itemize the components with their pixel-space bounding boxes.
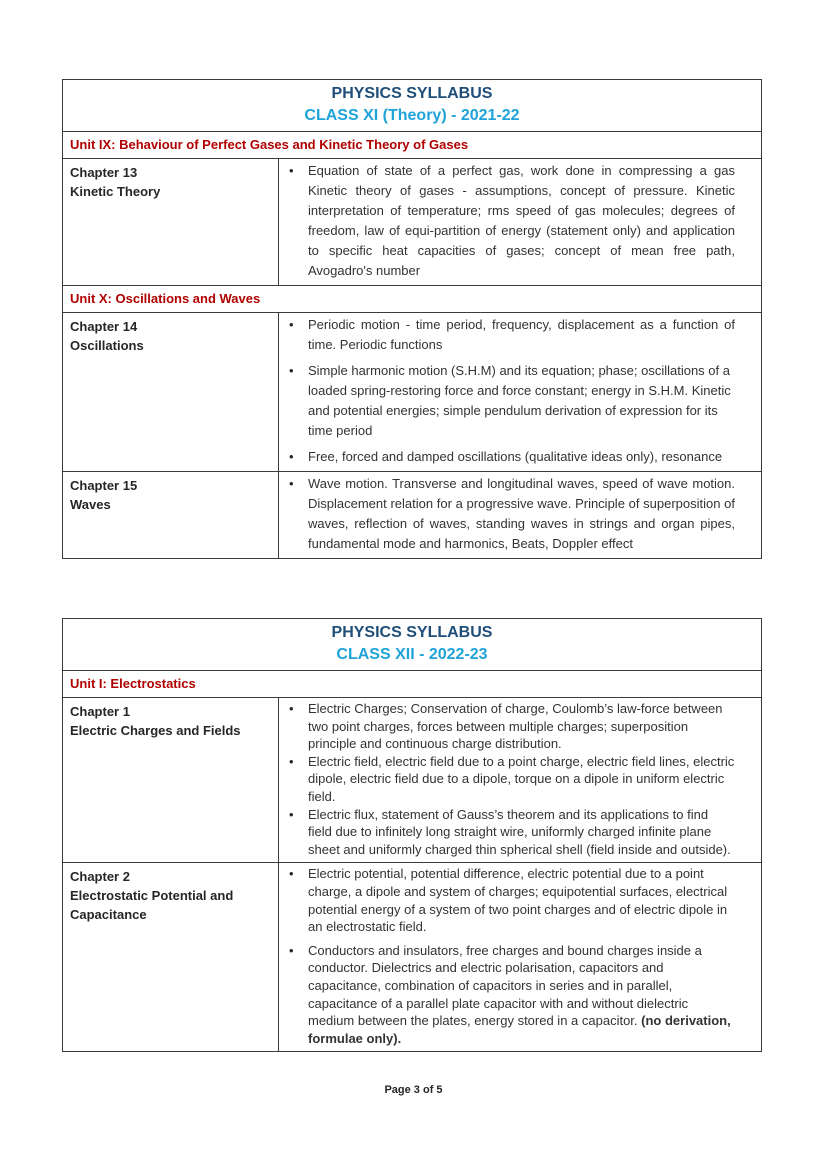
topic-item: • Simple harmonic motion (S.H.M) and its equation; phase; oscillations of a loaded spring-restoring force and force constant; energy in S.H.M. Kinetic and potential energies; simple pendulum derivation of expression for its time period [287, 361, 735, 441]
chapter-row [63, 159, 761, 286]
topic-item: • Equation of state of a perfect gas, work done in compressing a gas Kinetic theory of gases - assumptions, concept of pressure. Kinetic interpretation of temperature; rms speed of gas molecules; degrees of freedom, law of equi-partition of energy (statement only) and application to specific heat capacities of gases; concept of mean free path, Avogadro's number [287, 161, 735, 281]
chapter-row [63, 698, 761, 863]
topic-item: • Wave motion. Transverse and longitudinal waves, speed of wave motion. Displacement relation for a progressive wave. Principle of superposition of waves, reflection of waves, standing waves in strings and organ pipes, fundamental mode and harmonics, Beats, Doppler effect [287, 474, 735, 554]
chapter-name: Waves [70, 497, 111, 512]
table-header [63, 619, 761, 671]
table-title: PHYSICS SYLLABUS [331, 624, 493, 641]
chapter-number: Chapter 15 [70, 478, 138, 493]
chapter-cell [63, 863, 279, 1051]
topic-note: (no derivation, formulae only). [308, 1013, 731, 1046]
table-title: PHYSICS SYLLABUS [331, 85, 493, 102]
table-header [63, 80, 761, 132]
topic-item: • Periodic motion - time period, frequency, displacement as a function of time. Periodic functions [287, 315, 735, 355]
table-subtitle: CLASS XII - 2022-23 [336, 646, 488, 663]
unit-heading: Unit I: Electrostatics [63, 671, 761, 698]
unit-heading: Unit IX: Behaviour of Perfect Gases and Kinetic Theory of Gases [63, 132, 761, 159]
topic-item: • Free, forced and damped oscillations (qualitative ideas only), resonance [287, 447, 735, 467]
topic-item: • Electric field, electric field due to a point charge, electric field lines, electric dipole, electric field due to a dipole, torque on a dipole in uniform electric field. [287, 753, 735, 806]
chapter-cell [63, 313, 279, 471]
chapter-name: Electrostatic Potential and Capacitance [70, 888, 234, 923]
chapter-row [63, 472, 761, 558]
topics-cell [279, 698, 761, 862]
chapter-name: Oscillations [70, 338, 144, 353]
topics-cell [279, 472, 761, 558]
chapter-name: Electric Charges and Fields [70, 723, 241, 738]
syllabus-table-class-xi [62, 79, 762, 559]
chapter-cell [63, 698, 279, 862]
chapter-cell [63, 159, 279, 285]
chapter-number: Chapter 13 [70, 165, 138, 180]
table-subtitle: CLASS XI (Theory) - 2021-22 [304, 107, 520, 124]
chapter-row [63, 313, 761, 472]
chapter-row [63, 863, 761, 1051]
chapter-number: Chapter 14 [70, 319, 138, 334]
topic-item: • Electric flux, statement of Gauss’s theorem and its applications to find field due to infinitely long straight wire, uniformly charged infinite plane sheet and uniformly charged thin spherical shell (field inside and outside). [287, 806, 735, 859]
page-number: Page 3 of 5 [384, 1084, 443, 1096]
chapter-cell [63, 472, 279, 558]
chapter-number: Chapter 1 [70, 704, 130, 719]
topic-item: • Electric potential, potential difference, electric potential due to a point charge, a dipole and system of charges; equipotential surfaces, electrical potential energy of a system of two point charges and of electric dipole in an electrostatic field. [287, 865, 735, 935]
chapter-number: Chapter 2 [70, 869, 130, 885]
unit-heading: Unit X: Oscillations and Waves [63, 286, 761, 313]
syllabus-table-class-xii [62, 618, 762, 1052]
chapter-name: Kinetic Theory [70, 184, 161, 199]
topic-text: Conductors and insulators, free charges and bound charges inside a conductor. Dielectrics and electric polarisation, capacitors and capacitance, combination of capacitors in series and in parallel, capacitance of a parallel plate capacitor with and without dielectric medium between the plates, energy stored in a capacitor. [308, 942, 702, 1029]
topic-item: • Electric Charges; Conservation of charge, Coulomb’s law-force between two point charges, forces between multiple charges; superposition principle and continuous charge distribution. [287, 700, 735, 753]
topics-cell [279, 863, 761, 1051]
topics-cell [279, 313, 761, 471]
topics-cell [279, 159, 761, 285]
topic-item [287, 942, 735, 1048]
